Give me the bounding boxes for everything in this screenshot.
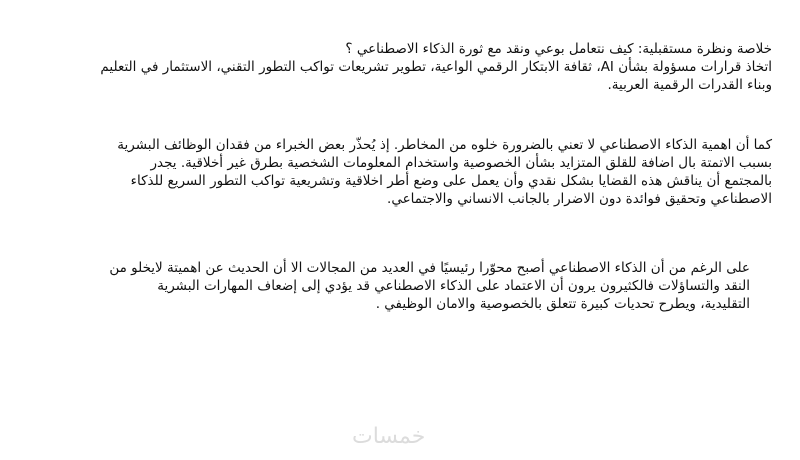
paragraph-line: الاصطناعي وتحقيق فوائدة دون الاضرار بالجانب الانساني والاجتماعي. [387,191,772,207]
paragraph-line: بالمجتمع أن يناقش هذه القضايا بشكل نقدي وأن يعمل على وضع أطر اخلاقية وتشريعية تواكب التطور السريع للذكاء [130,173,772,189]
paragraph-line: على الرغم من أن الذكاء الاصطناعي أصبح محوّرا رئيسيًا في العديد من المجالات الا أن الحديث عن اهميتة لايخلو من [109,260,750,276]
paragraph-line: بسبب الاتمتة بال اضافة للقلق المتزايد بشأن الخصوصية واستخدام المعلومات الشخصية بطرق غير أخلاقية. يجدر [150,155,772,171]
summary-paragraph [12,40,772,94]
paragraph-line: وبناء القدرات الرقمية العربية. [607,77,772,93]
paragraph-line: كما أن اهمية الذكاء الاصطناعي لا تعني بالضرورة خلوه من المخاطر. إذ يُحذّر بعض الخبراء من فقدان الوظائف البشرية [117,137,772,153]
paragraph-line: النقد والتساؤلات فالكثيرون يرون أن الاعتماد على الذكاء الاصطناعي قد يؤدي إلى إضعاف المهارات البشرية [157,278,750,294]
paragraph-line: خلاصة ونظرة مستقبلية: كيف نتعامل بوعي ونقد مع ثورة الذكاء الاصطناعي ؟ [345,41,772,57]
risks-paragraph [12,136,772,208]
paragraph-line: التقليدية، ويطرح تحديات كبيرة تتعلق بالخصوصية والامان الوظيفي . [375,296,750,312]
paragraph-line: اتخاذ قرارات مسؤولة بشأن AI، ثقافة الابتكار الرقمي الواعية، تطوير تشريعات تواكب التطور التقني، الاستثمار في التعليم [100,59,772,75]
watermark-logo: خمسات [352,424,426,449]
criticism-paragraph [10,259,750,313]
